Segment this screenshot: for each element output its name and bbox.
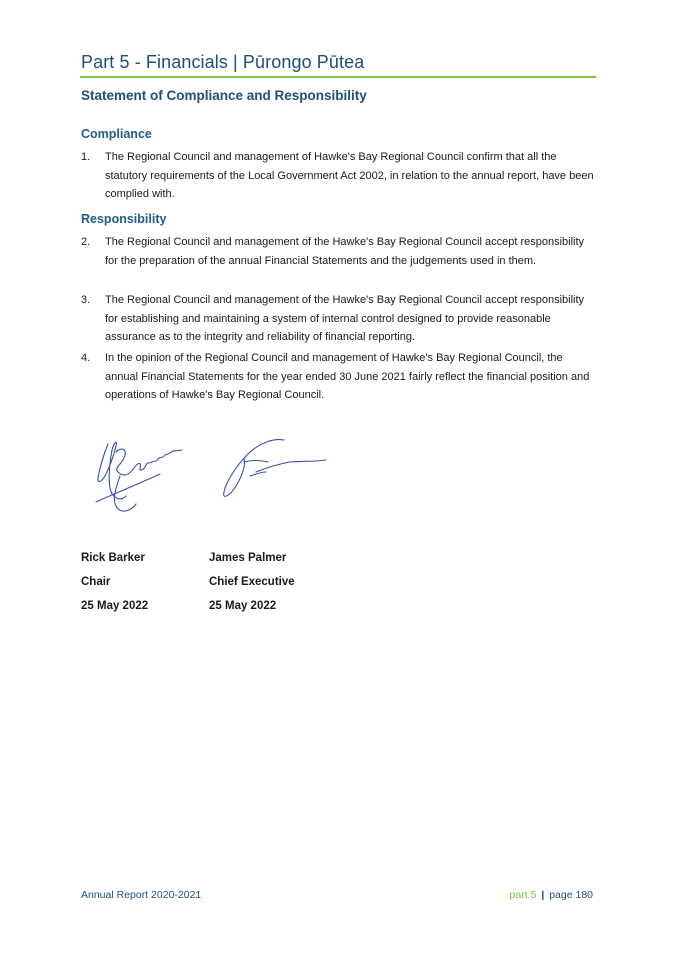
- signature-chief-executive: [224, 440, 326, 497]
- signatory-ceo-name: James Palmer: [209, 552, 287, 564]
- list-item: [81, 291, 596, 347]
- item-text: The Regional Council and management of Hawke's Bay Regional Council confirm that all the statutory requirements of the Local Government Act 2002, in relation to the annual report, have been complied with.: [105, 151, 594, 200]
- item-text: The Regional Council and management of the Hawke's Bay Regional Council accept responsibility for the preparation of the annual Financial Statements and the judgements used in them.: [105, 236, 585, 267]
- item-number: 3.: [81, 294, 91, 306]
- signatory-ceo-date: 25 May 2022: [209, 600, 277, 612]
- compliance-heading: Compliance: [81, 127, 152, 141]
- footer-page-number: page 180: [549, 889, 593, 901]
- item-text: The Regional Council and management of the Hawke's Bay Regional Council accept responsibility for establishing and maintaining a system of internal control designed to provide reasonable assurance as to the integrity and reliability of financial reporting.: [105, 294, 585, 343]
- item-number: 1.: [81, 151, 91, 163]
- page-title: Part 5 - Financials | Pūrongo Pūtea: [81, 52, 365, 72]
- list-item: [81, 233, 596, 270]
- footer-report-title: Annual Report 2020-2021: [81, 889, 202, 901]
- signatory-chair-name: Rick Barker: [81, 552, 145, 564]
- footer-part: part 5: [509, 889, 537, 901]
- signatory-ceo-role: Chief Executive: [209, 576, 295, 588]
- title-rule: [80, 76, 596, 78]
- section-heading: Statement of Compliance and Responsibility: [81, 88, 367, 103]
- item-number: 4.: [81, 352, 91, 364]
- footer-separator: |: [541, 889, 545, 901]
- footer-page-info: [510, 889, 593, 901]
- signature-chair: [96, 443, 182, 512]
- list-item: [81, 349, 596, 405]
- responsibility-heading: Responsibility: [81, 212, 167, 226]
- signatory-chair-date: 25 May 2022: [81, 600, 149, 612]
- signatory-chair-role: Chair: [81, 576, 111, 588]
- item-text: In the opinion of the Regional Council and management of Hawke's Bay Regional Council, the annual Financial Statements for the year ended 30 June 2021 fairly reflect the financial position and operations of Hawke's Bay Regional Council.: [105, 352, 590, 401]
- signatures: [86, 432, 346, 522]
- item-number: 2.: [81, 236, 91, 248]
- list-item: [81, 148, 596, 204]
